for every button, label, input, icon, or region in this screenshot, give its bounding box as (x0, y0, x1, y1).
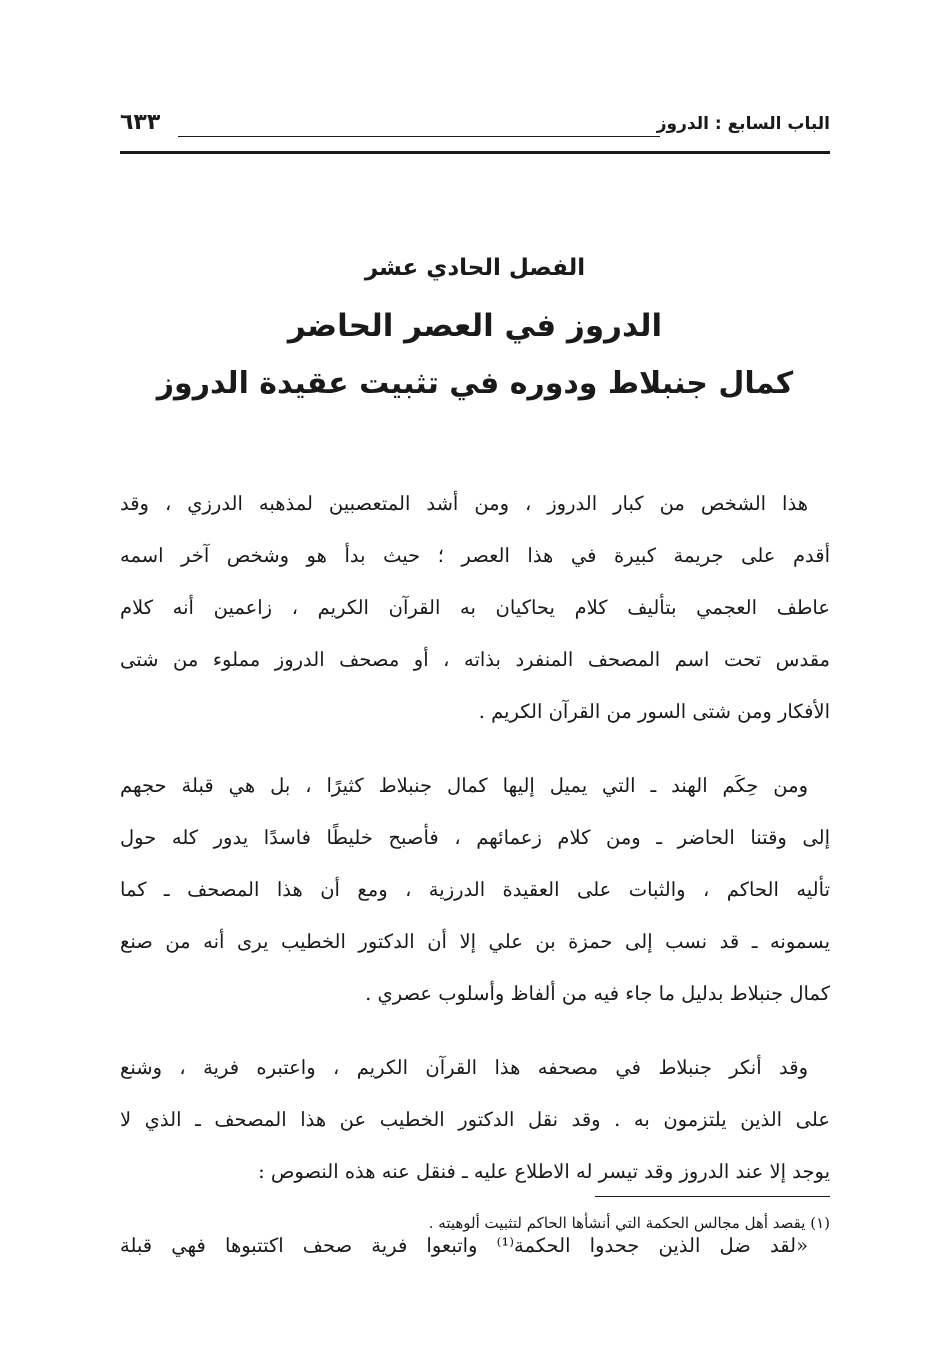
chapter-titles (120, 248, 830, 410)
chapter-number-heading: الفصل الحادي عشر (364, 255, 586, 281)
text-line: الأفكار ومن شتى السور من القرآن الكريم . (478, 700, 830, 723)
body-text (120, 478, 830, 1294)
text-line: ومن حِكَم الهند ـ التي يميل إليها كمال جنبلاط كثيرًا ، بل هي قبلة حجهم (120, 774, 808, 797)
text-line: يسمونه ـ قد نسب إلى حمزة بن علي إلا أن الدكتور الخطيب يرى أنه من صنع (120, 930, 830, 953)
text-line: يوجد إلا عند الدروز وقد تيسر له الاطلاع عليه ـ فنقل عنه هذه النصوص : (258, 1160, 830, 1183)
header-dash-line (178, 136, 660, 137)
text-line: هذا الشخص من كبار الدروز ، ومن أشد المتعصبين لمذهبه الدرزي ، وقد (120, 492, 808, 515)
text-line: عاطف العجمي بتأليف كلام يحاكيان به القرآن الكريم ، زاعمين أنه كلام (120, 596, 830, 619)
page-number: ٦٣٣ (120, 110, 161, 135)
paragraph-1 (120, 478, 830, 738)
text-line: أقدم على جريمة كبيرة في هذا العصر ؛ حيث بدأ هو وشخص آخر اسمه (120, 544, 830, 567)
header-rule (120, 151, 830, 154)
text-line: على الذين يلتزمون به . وقد نقل الدكتور الخطيب عن هذا المصحف ـ الذي لا (120, 1108, 830, 1131)
text-line: كمال جنبلاط بدليل ما جاء فيه من ألفاظ وأسلوب عصري . (365, 982, 830, 1005)
chapter-main-title: الدروز في العصر الحاضر (287, 308, 663, 344)
footnote-separator (595, 1196, 830, 1197)
text-line: «لقد ضل الذين جحدوا الحكمة⁽¹⁾ واتبعوا فرية صحف اكتتبوها فهي قبلة (120, 1234, 808, 1257)
chapter-sub-title: كمال جنبلاط ودوره في تثبيت عقيدة الدروز (156, 366, 794, 401)
footnote: (١) يقصد أهل مجالس الحكمة التي أنشأها الحاكم لتثبيت ألوهيته . (428, 1214, 830, 1232)
paragraph-3 (120, 1042, 830, 1198)
paragraph-2 (120, 760, 830, 1020)
header-chapter-title: الباب السابع : الدروز (656, 114, 830, 134)
running-header (120, 110, 830, 164)
text-line: إلى وقتنا الحاضر ـ ومن كلام زعمائهم ، فأصبح خليطًا فاسدًا يدور كله حول (120, 826, 830, 849)
text-line: وقد أنكر جنبلاط في مصحفه هذا القرآن الكريم ، واعتبره فرية ، وشنع (120, 1056, 808, 1079)
text-line: تأليه الحاكم ، والثبات على العقيدة الدرزية ، ومع أن هذا المصحف ـ كما (120, 878, 830, 901)
text-line: مقدس تحت اسم المصحف المنفرد بذاته ، أو مصحف الدروز مملوء من شتى (120, 648, 830, 671)
